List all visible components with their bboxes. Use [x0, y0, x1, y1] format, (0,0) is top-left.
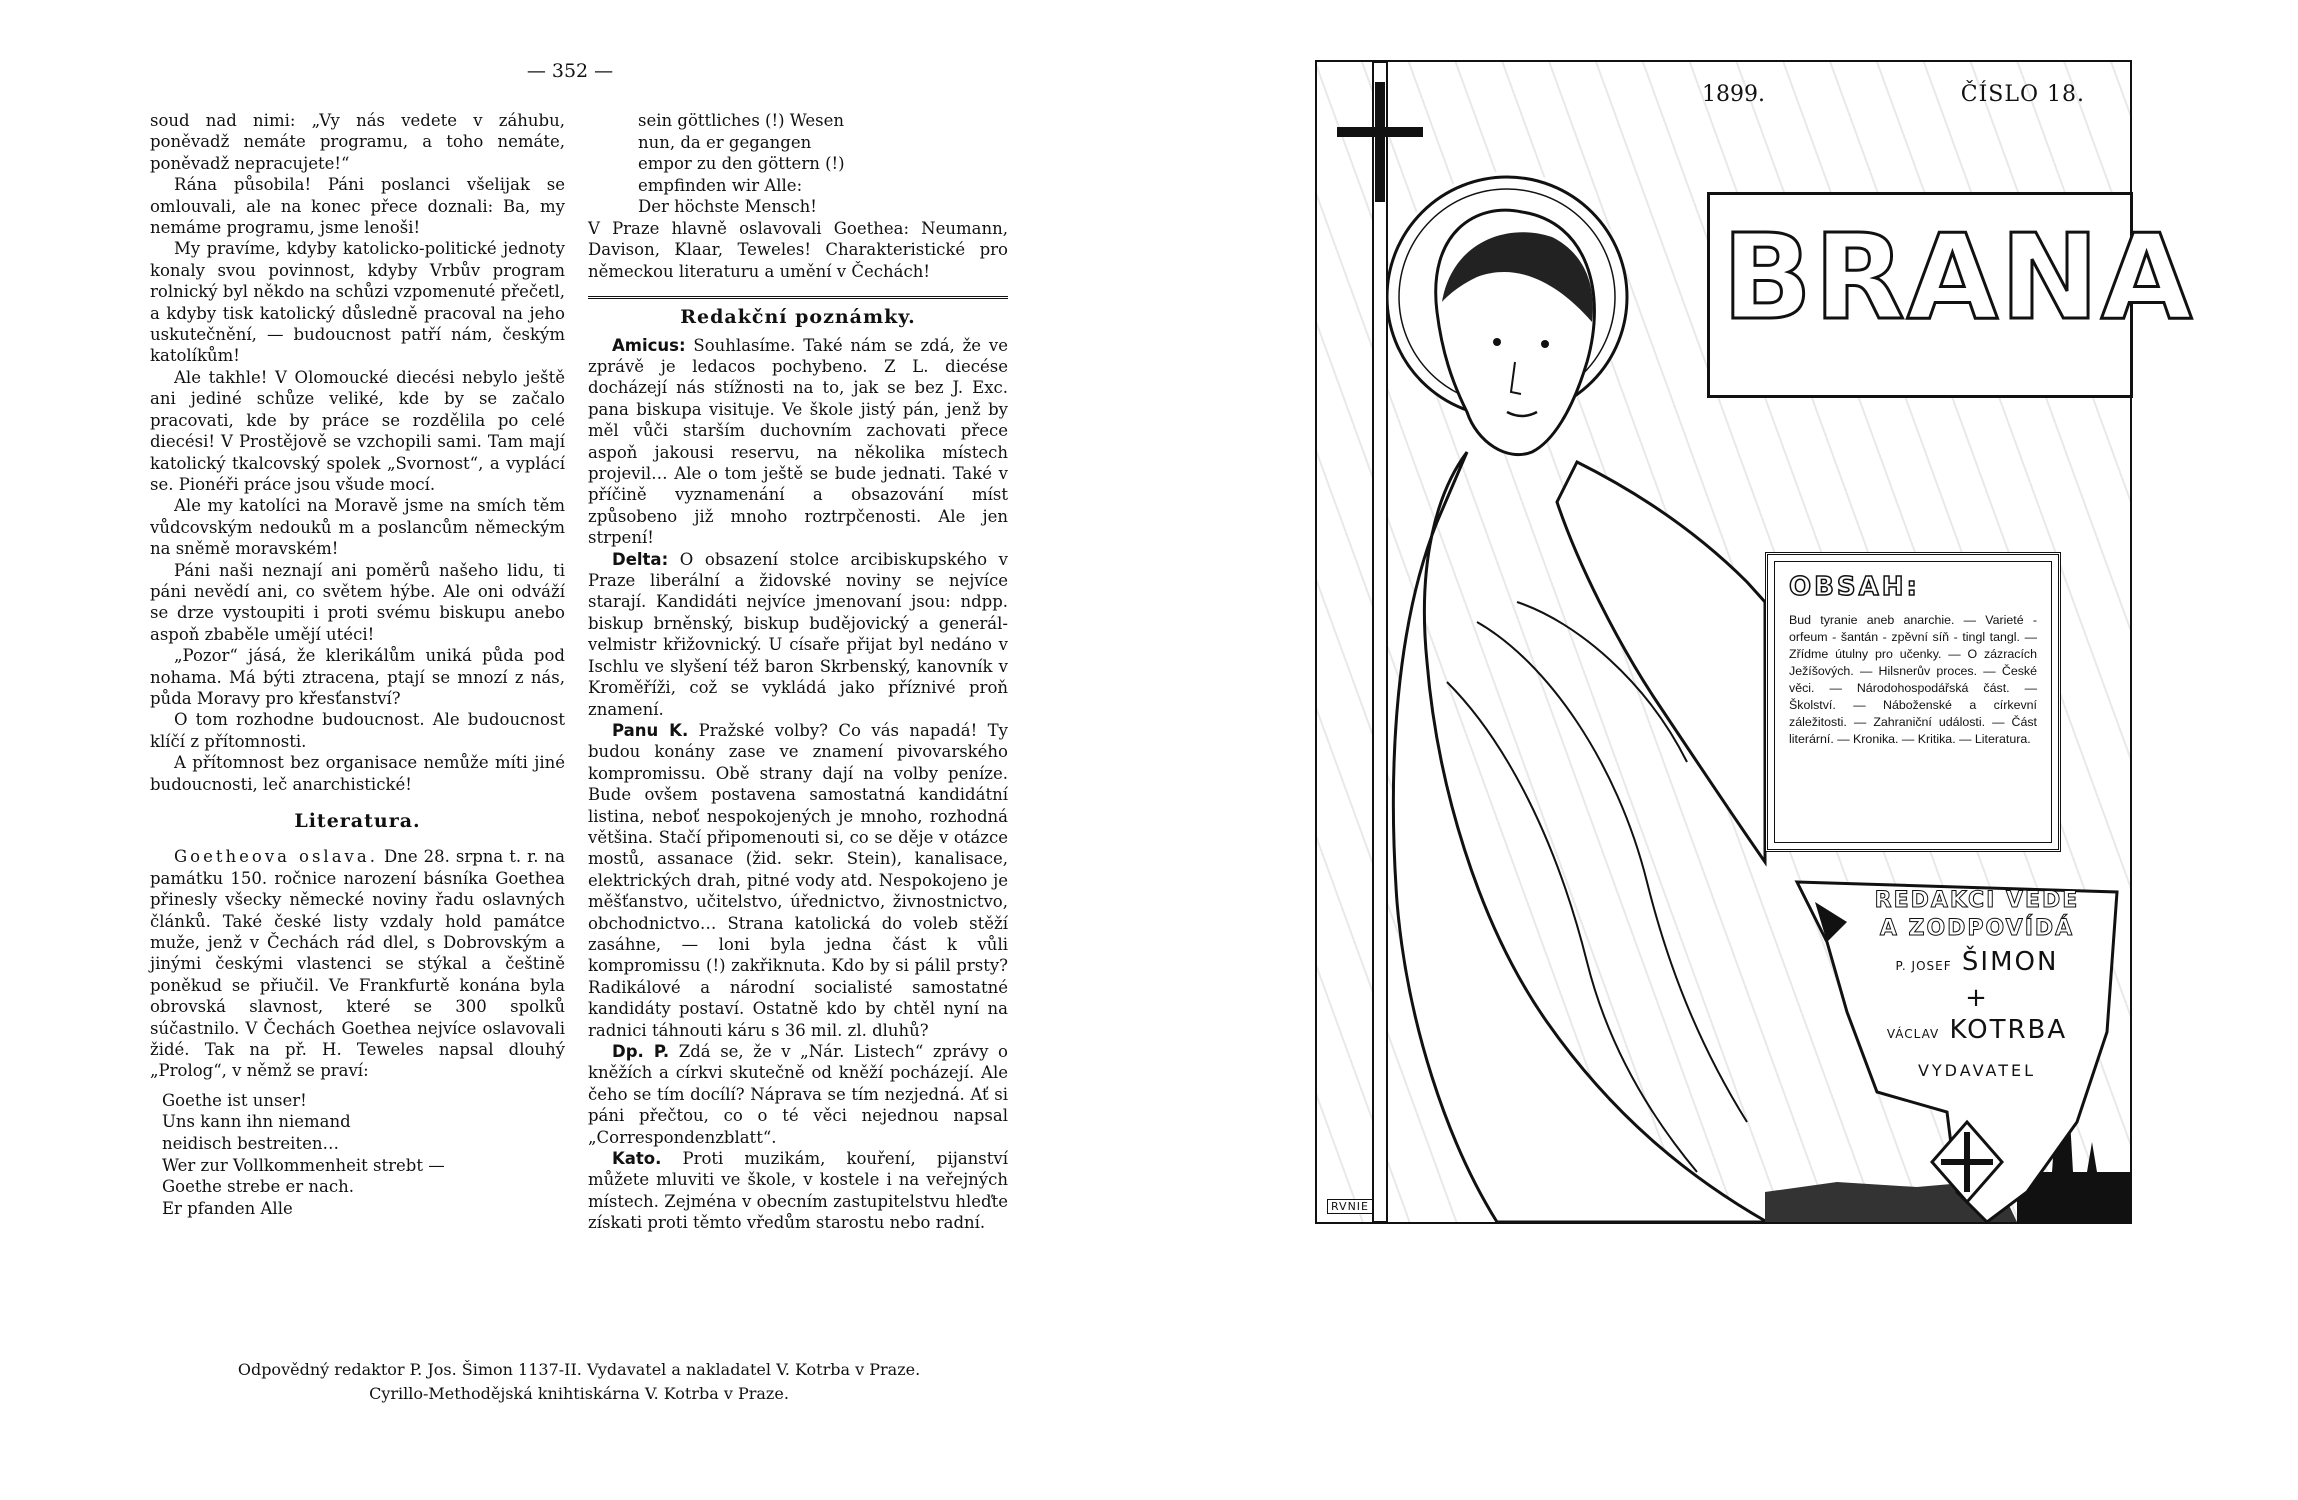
imprint-footer: [150, 1358, 1008, 1406]
goethe-title: Goetheova oslava.: [174, 847, 378, 867]
paragraph: Rána působila! Páni poslanci všelijak se omlouvali, ale na konec přece doznali: Ba, my nemáme programu, jsme lenoši!: [150, 175, 565, 238]
poem-continuation: [638, 110, 1008, 218]
paragraph: My pravíme, kdyby katolicko-politické jednoty konaly svou povinnost, kdyby Vrbův program rolnický byl někdo na schůzi vzpomenuté přečetl, a kdyby tisk katolický důsledně pracoval na jeho uskutečnění, — budoucnost patří nám, českým katolíkům!: [150, 239, 565, 366]
goethe-paragraph: [150, 846, 565, 1081]
editors-line: REDAKCI VEDE: [1874, 888, 2080, 913]
editor-prefix: P. JOSEF: [1895, 959, 1952, 973]
divider: [588, 296, 1008, 299]
poem-line: Goethe ist unser!: [162, 1090, 307, 1110]
editor-prefix: VÁCLAV: [1886, 1027, 1940, 1041]
poem-line: Goethe strebe er nach.: [162, 1177, 354, 1197]
editor-name: KOTRBA: [1949, 1015, 2068, 1045]
goethe-text: Dne 28. srpna t. r. na památku 150. ročnice narození básníka Goethea přinesly všecky německé noviny řadu oslavných článků. Také české listy vzdaly hold památce muže, jenž v Čechách rád dlel, s Dobrovským a jinými českými vlastenci se stýkal a češtině poněkud se přiučil. Ve Frankfurtě konána byla obrovská slavnost, které se 300 spolků súčastnilo. V Čechách Goethea nejvíce oslavovali židé. Tak na př. H. Teweles napsal dlouhý „Prolog“, v němž se praví:: [150, 847, 565, 1081]
page-number: — 352 —: [526, 60, 614, 82]
editor-name-2: [1852, 1013, 2102, 1051]
contents-title: OBSAH:: [1789, 572, 1920, 602]
note-lead: Amicus:: [612, 335, 686, 355]
publisher-label: VYDAVATEL: [1917, 1061, 2037, 1080]
poem-line: sein göttliches (!) Wesen: [638, 111, 845, 130]
magazine-title: BRANA: [1722, 208, 2195, 346]
right-column: [588, 110, 1008, 1234]
note-paragraph: [588, 1041, 1008, 1148]
note-lead: Delta:: [612, 549, 669, 569]
title-box: [1707, 192, 2195, 398]
left-column: [150, 110, 565, 1219]
literatura-heading: Literatura.: [294, 810, 421, 832]
poem-line: nun, da er gegangen: [638, 132, 812, 152]
note-text: Zdá se, že v „Nár. Listech“ zprávy o kněžích a církvi skutečně od kněží pocházejí. Ale čeho se tím docílí? Náprava se tím nezjedná. Ať si páni přečtou, co o té věci nejednou napsal „Correspondenzblatt“.: [588, 1042, 1008, 1147]
imprint-line: Odpovědný redaktor P. Jos. Šimon 1137-II. Vydavatel a nakladatel V. Kotrba v Praze.: [237, 1360, 921, 1379]
notes-heading: Redakční poznámky.: [680, 306, 916, 329]
poem-line: Er pfanden Alle: [162, 1198, 293, 1218]
paragraph: V Praze hlavně oslavovali Goethea: Neumann, Davison, Klaar, Teweles! Charakteristické pro německou literaturu a umění v Čechách!: [588, 218, 1008, 281]
paragraph: Ale takhle! V Olomoucké diecési nebylo ještě ani jediné schůze veliké, kde by se začalo pracovati, kde by práce se rozdělila po celé diecési! V Prostějově se vzchopili sami. Tam mají katolický tkalcovský spolek „Svornost“, a vyplácí se. Pionéři práce jsou všude mocí.: [150, 367, 565, 494]
poem: [162, 1090, 565, 1220]
paragraph: A přítomnost bez organisace nemůže míti jiné budoucnosti, leč anarchistické!: [150, 753, 565, 794]
poem-line: Uns kann ihn niemand: [162, 1112, 351, 1132]
note-lead: Panu K.: [612, 720, 689, 740]
contents-box: [1765, 552, 2061, 852]
arm: [1557, 462, 1765, 862]
poem-line: neidisch bestreiten…: [162, 1134, 339, 1154]
note-lead: Kato.: [612, 1149, 662, 1169]
staff: [1373, 62, 1387, 1222]
paragraph: O tom rozhodne budoucnost. Ale budoucnost klíčí z přítomnosti.: [150, 710, 565, 751]
note-lead: Dp. P.: [612, 1042, 670, 1061]
editor-name-1: [1852, 945, 2102, 983]
eye: [1541, 340, 1549, 348]
cover-issue-number: ČÍSLO 18.: [1960, 82, 2085, 107]
paragraph: Páni naši neznají ani poměrů našeho lidu, ti páni nevědí ani, co světem hýbe. Ale oni odváží se drze vystoupiti i proti svému biskupu anebo aspoň zbaběle umějí utéci!: [150, 560, 565, 644]
note-text: Souhlasíme. Také nám se zdá, že ve zprávě je ledacos pochybeno. Z L. diecése docházejí nás stížnosti na to, jak se bez J. Exc. pana biskupa visituje. Ve škole jistý pán, jenž by měl vůči starším duchovním zachovati přece aspoň jakousi reservu, na několika místech projevil… Ale o tom ještě se bude jednati. Také v příčině vyznamenání a obsazování míst způsobeno již mnoho roztrpčenosti. Ale jen strpení!: [588, 335, 1008, 548]
note-text: Pražské volby? Co vás napadá! Ty budou konány zase ve znamení pivovarského kompromissu. Obě strany dají na volby peníze. Bude ovšem postavena samostatná kandidátní listina, neboť nespokojených je mnoho, rozhodná většina. Stačí připomenouti si, co se děje v otázce mostů, assanace (žid. sekr. Stein), kanalisace, elektrických drah, pitné vody atd. Nespokojeno je měšťanstvo, učitelstvo, úřednictvo, živnostnictvo, obchodnictvo… Strana katolická do voleb stěží zasáhne, — loni byla jedna část k vůli kompromissu (!) zakřiknuta. Kdo by si pálil prsty? Radikálové a národní socialisté samostatné kandidáty postaví. Ostatně kdo by chtěl nyní na radnici táhnouti káru s 36 mil. zl. dluhů?: [588, 720, 1008, 1040]
note-text: O obsazení stolce arcibiskupského v Praze liberální a židovské noviny se nejvíce starají. Kandidáti nejvíce jmenovaní jsou: ndpp. biskup brněnský, biskup budějovický a generál-velmistr křižovnický. U císaře přijat byl nedáno v Ischlu ve slyšení též baron Skrbenský, kanovník v Kroměříži, což se vykládá jako příznivé proň znamení.: [588, 549, 1008, 719]
poem-line: Der höchste Mensch!: [638, 197, 817, 217]
paragraph: soud nad nimi: „Vy nás vedete v záhubu, poněvadž nemáte programu, a toho nemáte, poněvadž nepracujete!“: [150, 111, 565, 173]
poem-line: empfinden wir Alle:: [638, 175, 803, 195]
cross-icon: [1337, 82, 1423, 202]
cover-year: 1899.: [1702, 82, 1765, 107]
note-text: Proti muzikám, kouření, pijanství můžete mluviti ve škole, v kostele i na veřejných místech. Zejména v obecním zastupitelstvu hleďte získati proti těmto vředům starostu nebo radní.: [588, 1149, 1008, 1233]
cover-page: [1315, 60, 2195, 1224]
editors-line: A ZODPOVÍDÁ: [1879, 916, 2075, 941]
plus-sign: +: [1965, 983, 1989, 1013]
note-paragraph: [588, 1148, 1008, 1234]
editors-text: [1852, 887, 2102, 1080]
poem-line: empor zu den göttern (!): [638, 154, 845, 174]
editor-name: ŠIMON: [1961, 947, 2059, 977]
paragraph: „Pozor“ jásá, že klerikálům uniká půda pod nohama. Má býti ztracena, ptají se mnozí z nás, půda Moravy pro křesťanství?: [150, 646, 565, 708]
note-paragraph: [588, 720, 1008, 1041]
imprint-line: Cyrillo-Methodějská knihtiskárna V. Kotrba v Praze.: [369, 1384, 789, 1403]
note-paragraph: [588, 335, 1008, 549]
contents-list: Bud tyranie aneb anarchie. — Varieté - orfeum - šantán - zpěvní síň - tingl tangl. — Zřídme útulny pro učenky. — O zázracích Ježíšových. — Hilsnerův proces. — České věci. — Národohospodářská část. — Školství. — Náboženské a církevní záležitosti. — Zahraniční události. — Část literární. — Kronika. — Kritika. — Literatura.: [1789, 613, 2037, 746]
contents-frame: [1774, 561, 2052, 843]
eye: [1493, 338, 1501, 346]
artist-signature: RVNIE: [1327, 1199, 1373, 1214]
paragraph: Ale my katolíci na Moravě jsme na smích těm vůdcovským nedouků m a poslancům německým na sněmě moravském!: [150, 496, 565, 559]
poem-line: Wer zur Vollkommenheit strebt —: [162, 1155, 445, 1175]
note-paragraph: [588, 549, 1008, 720]
